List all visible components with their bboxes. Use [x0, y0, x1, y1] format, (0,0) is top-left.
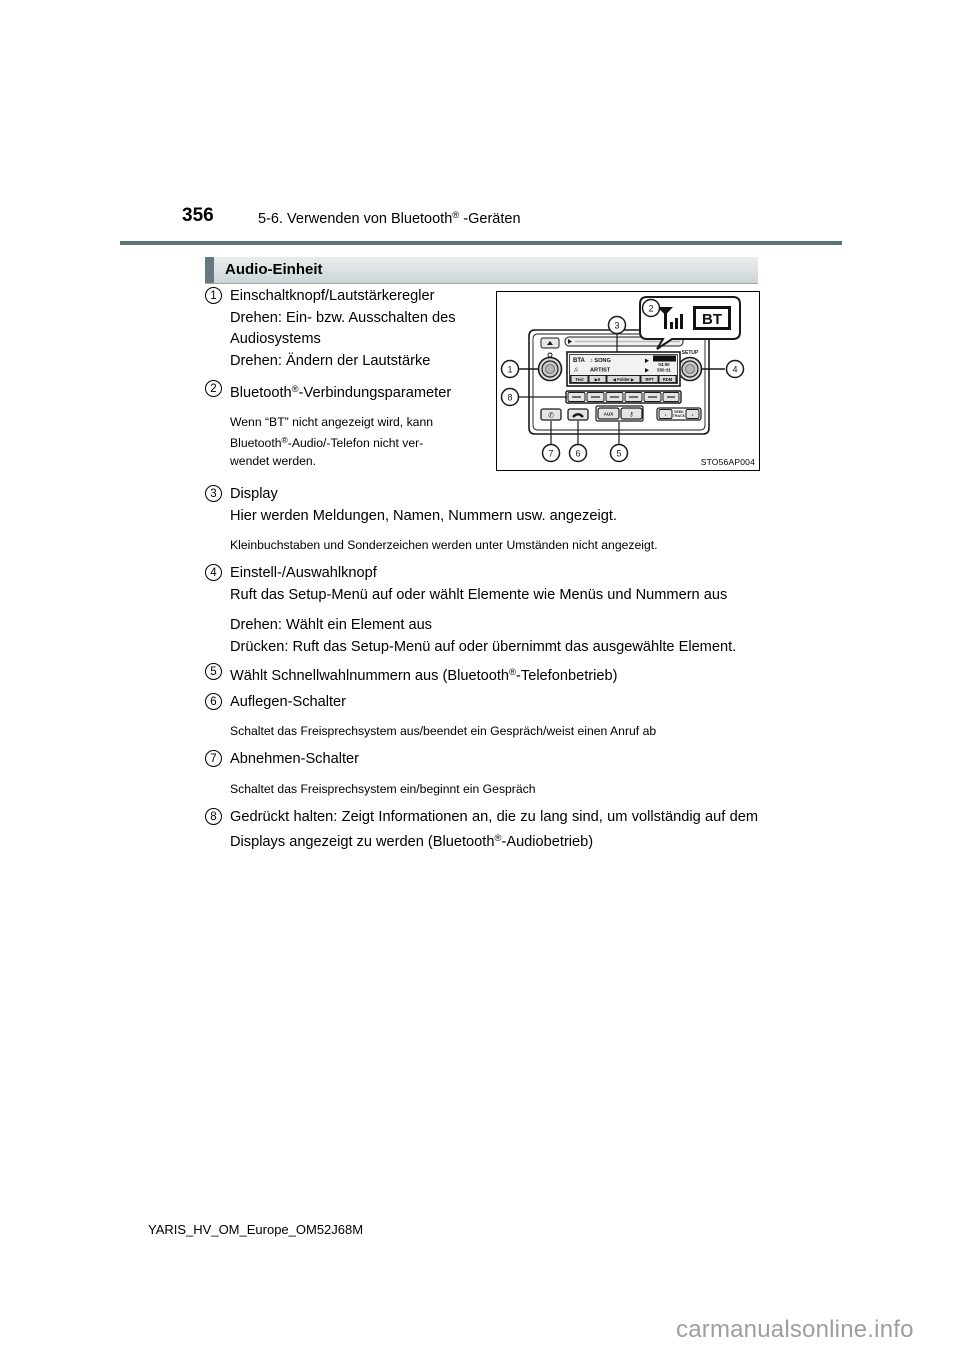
item1-line4: Drehen: Ändern der Lautstärke — [230, 352, 431, 369]
item-text-4 — [230, 563, 758, 606]
item3-note: Kleinbuchstaben und Sonderzeichen werden unter Umständen nicht angezeigt. — [230, 538, 658, 552]
items-full-width — [205, 484, 758, 854]
registered-mark: ® — [509, 667, 517, 678]
registered-mark: ® — [494, 833, 502, 844]
item2-note-line1: Wenn “BT” nicht angezeigt wird, kann — [230, 414, 433, 429]
list-item-6 — [205, 692, 758, 741]
item7-note: Schaltet das Freisprechsystem ein/beginnt ein Gespräch — [230, 781, 536, 796]
item-number-1: 1 — [205, 287, 222, 304]
section-accent-block — [205, 257, 214, 283]
item-text-7: Abnehmen-Schalter — [230, 751, 359, 767]
svg-text:1: 1 — [507, 364, 513, 375]
item2-title-post: -Verbindungsparameter — [298, 385, 452, 401]
aux-label: AUX — [603, 411, 614, 417]
item4-extra — [230, 615, 758, 658]
list-item-7 — [205, 749, 758, 798]
bt-badge-icon — [693, 306, 731, 330]
item3-title: Display — [230, 486, 278, 502]
setup-knob-label: SETUP — [681, 350, 699, 356]
chevron-right-icon: › — [691, 412, 694, 419]
item4-line4: Drücken: Ruft das Setup-Menü auf oder übernimmt das ausgewählte Element. — [230, 638, 737, 655]
svg-text:7: 7 — [548, 448, 554, 459]
item4-line2: Ruft das Setup-Menü auf oder wählt Elemente wie Menüs und Nummern aus — [230, 586, 728, 603]
usb-icon: ⚷ — [629, 412, 634, 418]
lcd-line2: ARTIST — [590, 367, 611, 374]
lcd-line1: ♪ SONG — [590, 358, 611, 364]
list-item-5 — [205, 662, 758, 688]
item8-post: -Audiobetrieb) — [501, 834, 594, 850]
svg-text:6: 6 — [575, 448, 581, 459]
phone-icon: ✆ — [548, 412, 554, 420]
item2-note-line3: wendet werden. — [230, 453, 317, 468]
item-number-4: 4 — [205, 564, 222, 581]
svg-text:3: 3 — [614, 320, 620, 331]
items-left-column — [205, 286, 490, 475]
section-title-bar — [205, 257, 758, 284]
audio-unit-figure — [496, 291, 760, 471]
page-header — [120, 205, 840, 235]
svg-text:8: 8 — [507, 392, 513, 403]
lcd-softkey-3: ◀ Folder ▶ — [612, 376, 635, 382]
item2-note — [230, 413, 492, 470]
seek-label-line1: SEEK — [674, 410, 684, 414]
lcd-softkey-4: RPT — [645, 376, 654, 382]
item2-title — [230, 379, 490, 405]
item-number-6: 6 — [205, 693, 222, 710]
page-number: 356 — [182, 205, 214, 226]
registered-mark: ® — [452, 210, 460, 221]
spacer — [205, 372, 490, 379]
header-section-title — [258, 210, 521, 227]
item6-note: Schaltet das Freisprechsystem aus/beendet ein Gespräch/weist einen Anruf ab — [230, 724, 657, 738]
item-text-6: Auflegen-Schalter — [230, 693, 347, 710]
svg-text:5: 5 — [616, 448, 622, 459]
item5-pre: Wählt Schnellwahlnummern aus (Bluetooth — [230, 668, 510, 684]
item2-title-pre: Bluetooth — [230, 385, 292, 401]
item-number-2: 2 — [205, 380, 222, 397]
lcd-softkey-2: ▶II — [594, 376, 601, 382]
chevron-left-icon: ‹ — [664, 412, 667, 419]
item-text-3 — [230, 484, 758, 527]
item4-line3: Drehen: Wählt ein Element aus — [230, 617, 432, 633]
registered-mark: ® — [291, 384, 299, 395]
item-number-8: 8 — [205, 808, 222, 825]
list-item-3 — [205, 484, 758, 554]
lcd-softkey-1: Text — [575, 376, 584, 382]
item-text-5 — [230, 662, 758, 688]
item2-note-post: -Audio/-Telefon nicht ver- — [287, 435, 424, 450]
lcd-status-highlight — [653, 356, 676, 362]
section-title-label: Audio-Einheit — [225, 261, 323, 278]
item4-title: Einstell-/Auswahlknopf — [230, 565, 377, 581]
lcd-softkey-5: RDM — [662, 376, 673, 382]
item5-post: -Telefonbetrieb) — [516, 668, 618, 684]
list-item-4 — [205, 563, 758, 658]
audio-unit-diagram — [497, 292, 759, 470]
lcd-note-icon: ♫ — [573, 366, 579, 374]
item1-line3: Audiosystems — [230, 331, 321, 347]
item-number-7: 7 — [205, 750, 222, 767]
item-number-3: 3 — [205, 485, 222, 502]
item1-line1: Einschaltknopf/Lautstärkeregler — [230, 288, 435, 304]
lcd-time-2: 550:31 — [657, 367, 671, 373]
registered-mark: ® — [281, 434, 288, 445]
item3-line2: Hier werden Meldungen, Namen, Nummern usw. angezeigt. — [230, 507, 617, 524]
figure-id-label: STO56AP004 — [700, 457, 755, 467]
header-rule — [120, 241, 842, 245]
svg-text:2: 2 — [648, 303, 654, 314]
site-watermark: carmanualsonline.info — [676, 1316, 914, 1343]
svg-text:4: 4 — [732, 364, 738, 375]
item8-pre: Gedrückt halten: Zeigt Informationen an, die zu lang sind, um vollständig auf dem Displays angezeigt zu werden (Bluetooth — [230, 808, 758, 850]
item-text-8 — [230, 807, 758, 854]
header-section-suffix: -Geräten — [459, 211, 521, 227]
seek-label-line2: TRACK — [672, 414, 686, 418]
lcd-source-label: BTA — [573, 358, 585, 364]
lcd-time-1: 04:00 — [658, 362, 670, 367]
document-code: YARIS_HV_OM_Europe_OM52J68M — [148, 1222, 364, 1237]
item2-note-pre: Bluetooth — [230, 435, 282, 450]
list-item-8 — [205, 807, 758, 854]
item-text-2 — [230, 379, 490, 405]
svg-text:BT: BT — [702, 311, 722, 328]
list-item-2 — [205, 379, 490, 470]
list-item-1 — [205, 286, 490, 372]
header-section-prefix: 5-6. Verwenden von Bluetooth — [258, 211, 453, 227]
item1-line2: Drehen: Ein- bzw. Ausschalten des — [230, 309, 456, 326]
item-number-5: 5 — [205, 663, 222, 680]
item2-note-line2 — [230, 431, 492, 452]
item-text-1 — [230, 286, 490, 372]
